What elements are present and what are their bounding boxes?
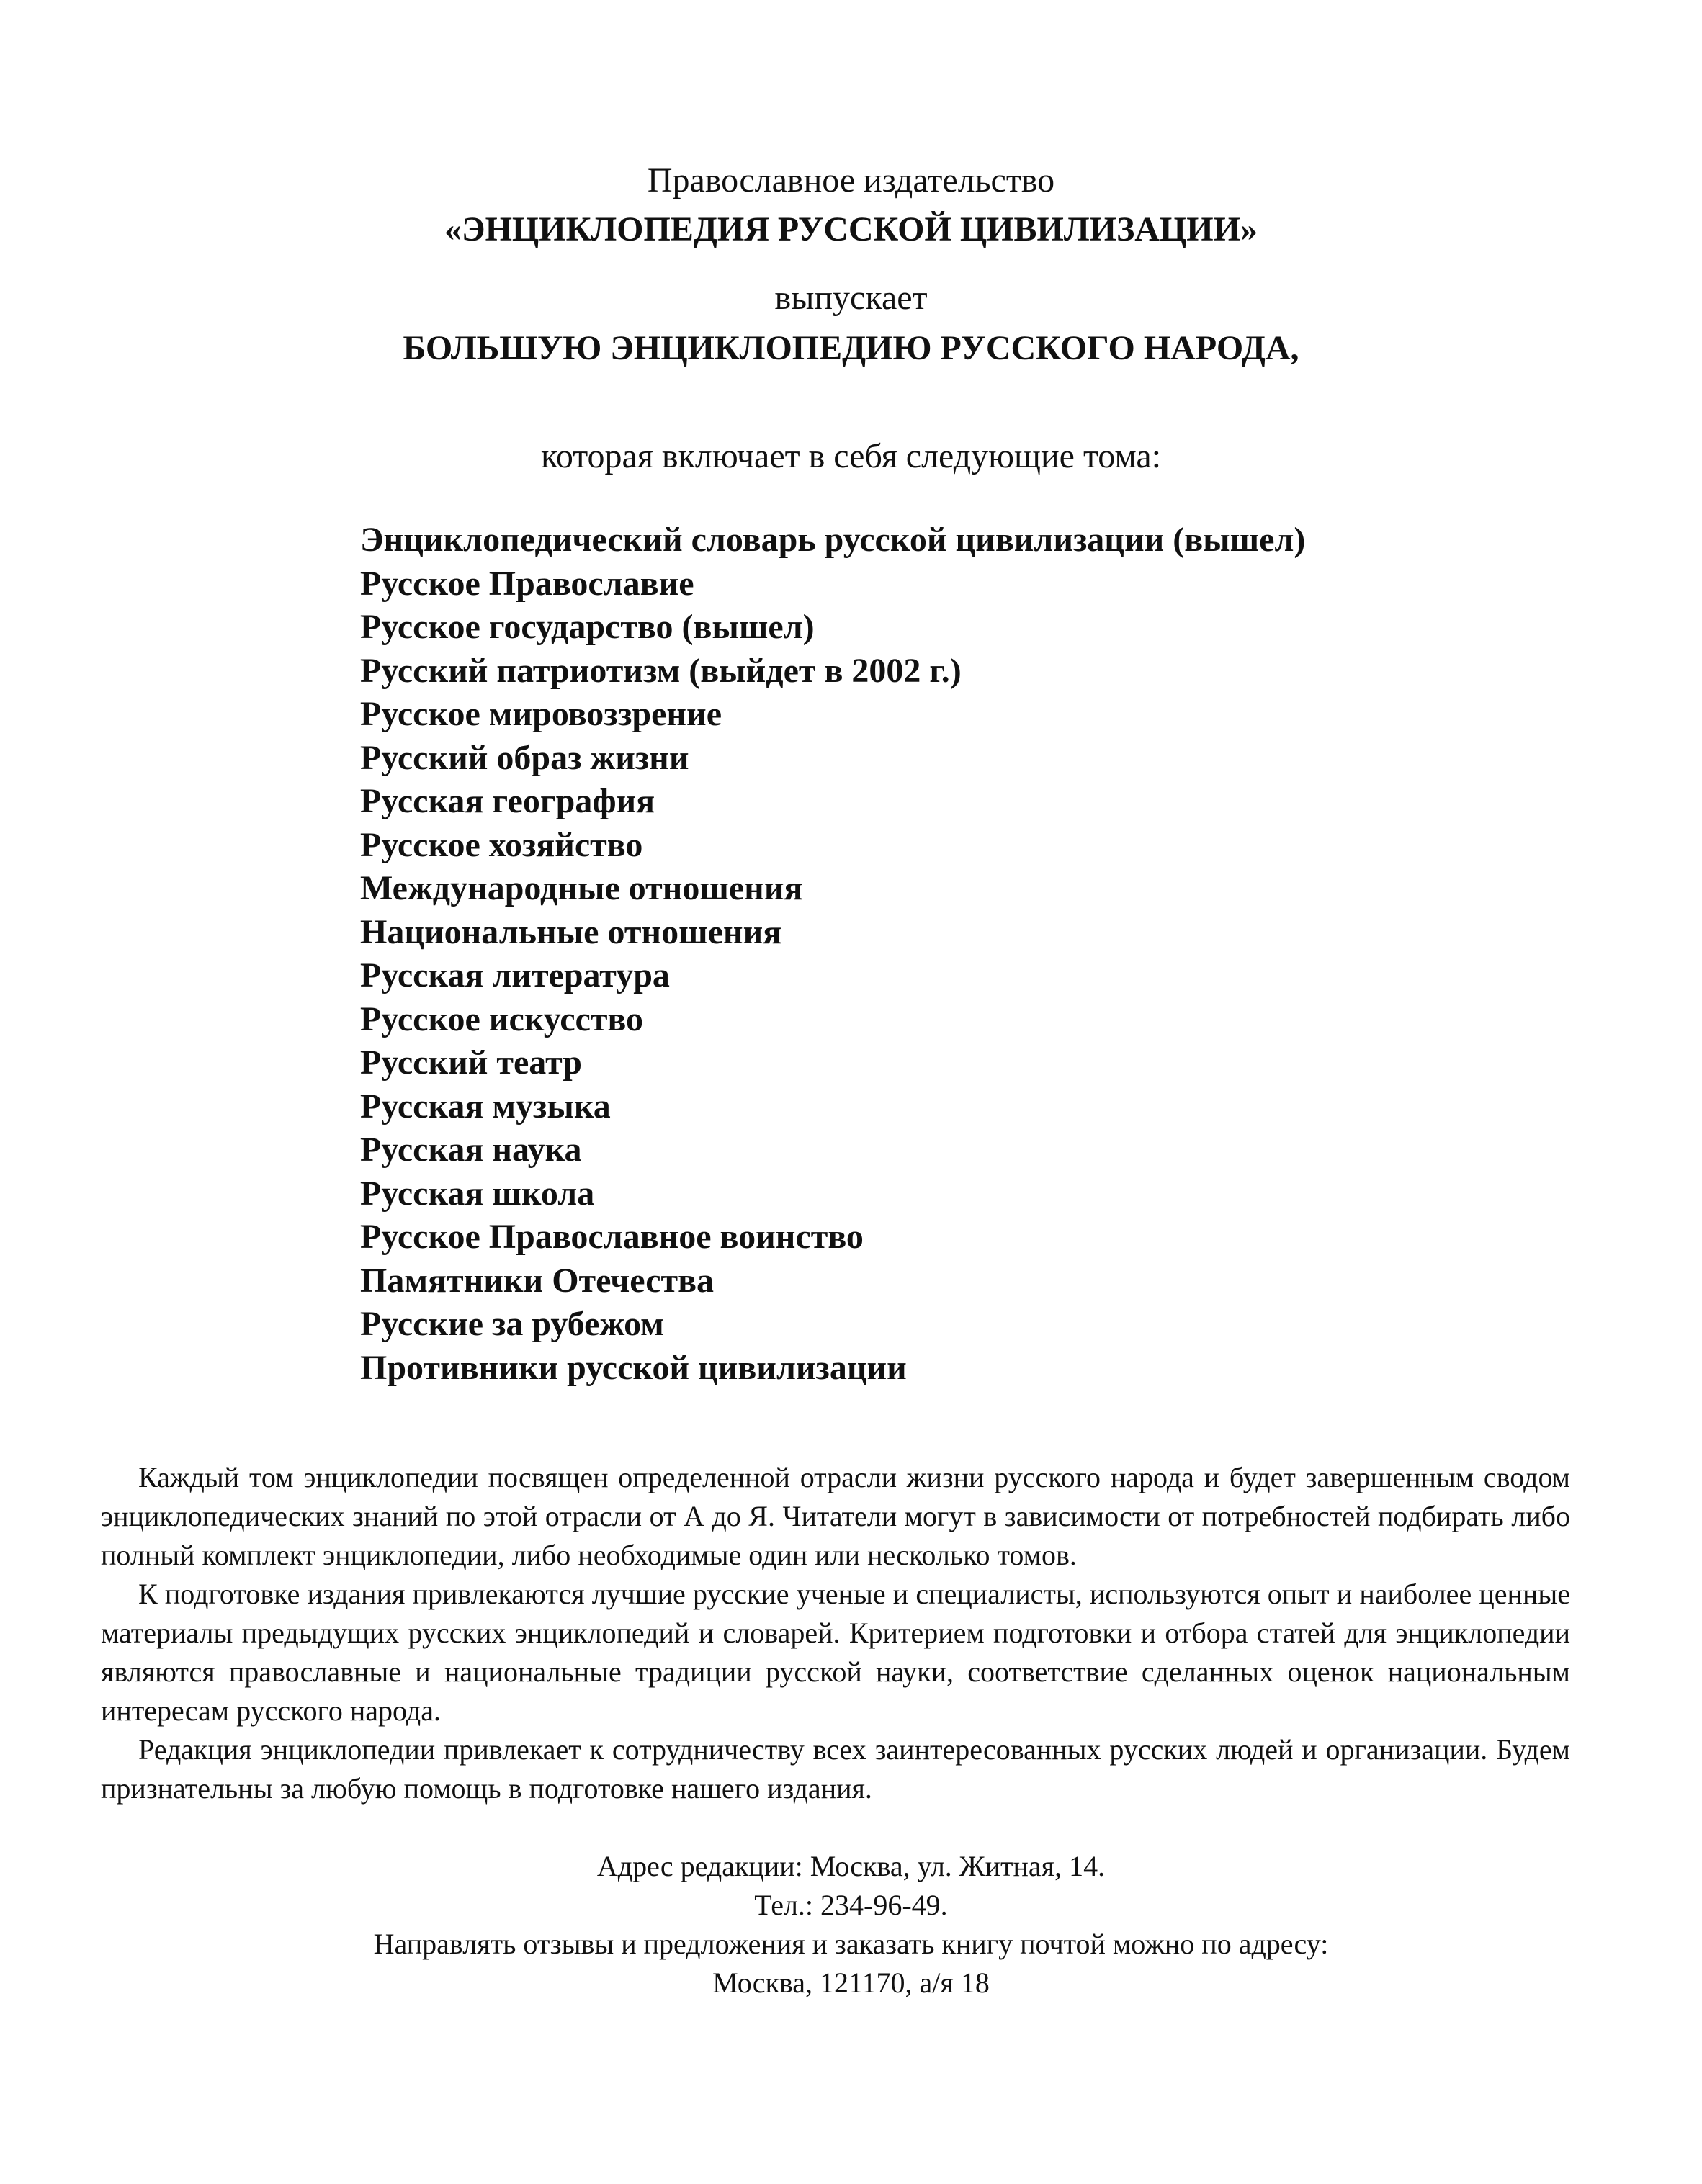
volumes-intro: которая включает в себя следующие тома: [540,437,1162,475]
feedback-note: Направлять отзывы и предложения и заказать книгу почтой можно по адресу: [373,1928,1329,1960]
volume-item: Русский патриотизм (выйдет в 2002 г.) [360,651,962,690]
volume-item: Энциклопедический словарь русской цивилизации (вышел) [360,521,1306,559]
phone-number: Тел.: 234-96-49. [754,1889,948,1921]
volume-item: Русская наука [360,1131,582,1169]
description-block [101,1458,1570,1808]
publisher-name: «ЭНЦИКЛОПЕДИЯ РУССКОЙ ЦИВИЛИЗАЦИИ» [444,210,1258,248]
description-paragraph: Каждый том энциклопедии посвящен определенной отрасли жизни русского народа и будет завершенным сводом энциклопедических знаний по этой отрасли от А до Я. Читатели могут в зависимости от потребностей подбирать либо полный комплект энциклопедии, либо необходимые один или несколько томов. [101,1461,1570,1571]
description-paragraph: К подготовке издания привлекаются лучшие русские ученые и специалисты, используются опыт и наиболее ценные материалы предыдущих русских энциклопедий и словарей. Критерием подготовки и отбора статей для энциклопедии являются православные и национальные традиции русской науки, соответствие сделанных оценок национальным интересам русского народа. [101,1578,1570,1727]
volume-item: Памятники Отечества [360,1261,714,1300]
publisher-label: Православное издательство [647,161,1055,199]
description-paragraph: Редакция энциклопедии привлекает к сотрудничеству всех заинтересованных русских людей и организации. Будем признательны за любую помощь в подготовке нашего издания. [101,1733,1570,1805]
postal-address: Москва, 121170, а/я 18 [712,1967,990,1999]
volume-item: Русские за рубежом [360,1305,664,1343]
volumes-list [360,518,1305,1390]
volume-item: Русское хозяйство [360,825,643,864]
editorial-address: Адрес редакции: Москва, ул. Житная, 14. [596,1850,1106,1882]
volume-item: Русская литература [360,956,670,994]
volume-item: Русский театр [360,1043,582,1082]
releases-label: выпускает [774,279,928,317]
volume-item: Международные отношения [360,869,803,907]
volume-item: Русское Православие [360,564,694,603]
volume-item: Русское государство (вышел) [360,608,815,646]
volume-item: Русское мировоззрение [360,695,722,733]
volume-item: Русская география [360,782,655,820]
volume-item: Русское Православное воинство [360,1218,864,1256]
volume-item: Русское искусство [360,999,644,1038]
volume-item: Национальные отношения [360,912,782,951]
encyclopedia-title: БОЛЬШУЮ ЭНЦИКЛОПЕДИЮ РУССКОГО НАРОДА, [403,329,1299,367]
volume-item: Противники русской цивилизации [360,1348,907,1387]
volume-item: Русская школа [360,1174,595,1213]
volume-item: Русская музыка [360,1087,611,1125]
volume-item: Русский образ жизни [360,738,689,777]
contacts-block [0,1847,1702,2003]
